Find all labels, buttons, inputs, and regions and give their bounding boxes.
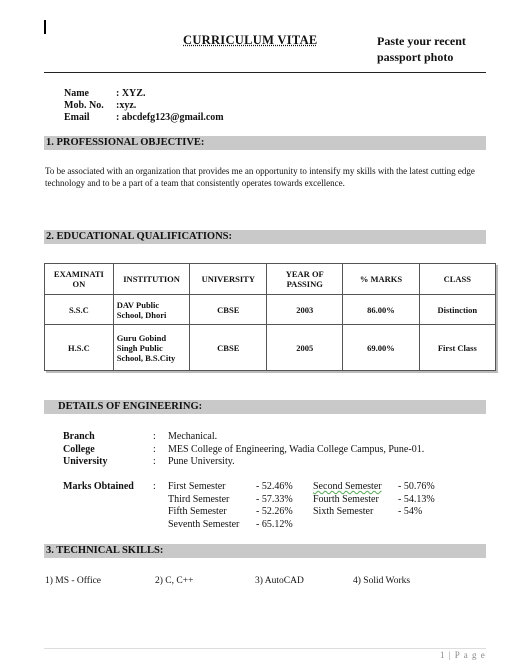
field-label: Branch (63, 431, 95, 442)
photo-placeholder (377, 33, 487, 65)
table-cell: 2005 (267, 325, 343, 371)
contact-label: Mob. No. (64, 100, 104, 111)
semester-mark: - 50.76% (398, 481, 435, 492)
field-label: College (63, 443, 95, 455)
table-cell: H.S.C (45, 325, 114, 371)
skill-item: 2) C, C++ (155, 576, 194, 586)
table-cell: CBSE (190, 325, 267, 371)
engineering-college-row: College : MES College of Engineering, Wadia College Campus, Pune-01. (63, 443, 425, 455)
section-heading-education: 2. EDUCATIONAL QUALIFICATIONS: (44, 230, 486, 244)
contact-value: : XYZ. (116, 88, 146, 99)
table-row (45, 295, 496, 325)
semester-name: Sixth Semester (313, 506, 374, 517)
contact-value: :xyz. (116, 100, 137, 111)
column-header: INSTITUTION (113, 264, 190, 295)
column-header: % MARKS (343, 264, 419, 295)
semester-mark: - 52.26% (256, 506, 293, 517)
field-label: University (63, 456, 108, 467)
semester-mark: - 54.13% (398, 493, 435, 505)
contact-value: : abcdefg123@gmail.com (116, 112, 224, 123)
engineering-branch-row: Branch : Mechanical. (63, 431, 218, 442)
column-header: CLASS (419, 264, 495, 295)
contact-mobile-row (64, 100, 224, 112)
skill-item: 4) Solid Works (353, 576, 411, 586)
footer-rule (44, 648, 486, 649)
column-header: UNIVERSITY (190, 264, 267, 295)
table-cell: 69.00% (343, 325, 419, 371)
semester-name: Third Semester (168, 493, 230, 505)
section-heading-technical: 3. TECHNICAL SKILLS: (44, 544, 486, 558)
page-number: 1 | P a g e (440, 650, 486, 660)
photo-line-2: passport photo (377, 50, 454, 64)
table-cell: 2003 (267, 295, 343, 325)
skill-item: 1) MS - Office (45, 576, 102, 586)
field-value: Pune University. (168, 456, 235, 467)
objective-text: To be associated with an organization that provides me an opportunity to intensify my skills with the latest cutting edge technology and to be a part of a team that consistently operates towards excellence. (45, 166, 475, 188)
table-header-row (45, 264, 496, 295)
field-value: MES College of Engineering, Wadia College Campus, Pune-01. (168, 443, 425, 455)
semester-name: Second Semester (313, 481, 382, 492)
semester-name: Fifth Semester (168, 506, 227, 517)
marks-label: Marks Obtained (63, 481, 134, 492)
contact-label: Email (64, 112, 90, 123)
contact-info (64, 88, 224, 124)
photo-line-1: Paste your recent (377, 34, 466, 48)
semester-mark: - 65.12% (256, 518, 293, 530)
semester-name: First Semester (168, 481, 226, 492)
text-cursor (44, 20, 46, 34)
document-title: CURRICULUM VITAE (183, 33, 318, 47)
engineering-university-row: University : Pune University. (63, 456, 235, 467)
section-heading-engineering: DETAILS OF ENGINEERING: (44, 400, 486, 414)
section-heading-objective: 1. PROFESSIONAL OBJECTIVE: (44, 136, 486, 150)
semester-mark: - 52.46% (256, 481, 293, 492)
table-cell: 86.00% (343, 295, 419, 325)
header-rule (44, 72, 486, 73)
education-table (44, 263, 496, 371)
semester-mark: - 57.33% (256, 493, 293, 505)
table-row (45, 325, 496, 371)
engineering-details (63, 431, 424, 469)
semester-mark: - 54% (398, 506, 423, 517)
field-value: Mechanical. (168, 431, 218, 442)
column-header: EXAMINATI ON (45, 264, 114, 295)
semester-name: Seventh Semester (168, 518, 240, 530)
table-cell: S.S.C (45, 295, 114, 325)
contact-label: Name (64, 88, 89, 99)
table-cell: Distinction (419, 295, 495, 325)
table-cell: CBSE (190, 295, 267, 325)
column-header: YEAR OF PASSING (267, 264, 343, 295)
contact-email-row (64, 112, 224, 124)
contact-name-row (64, 88, 224, 100)
table-cell: DAV Public School, Dhori (113, 295, 190, 325)
table-cell: Guru Gobind Singh Public School, B.S.City (113, 325, 190, 371)
semester-name: Fourth Semester (313, 493, 379, 505)
skill-item: 3) AutoCAD (255, 576, 304, 586)
table-cell: First Class (419, 325, 495, 371)
